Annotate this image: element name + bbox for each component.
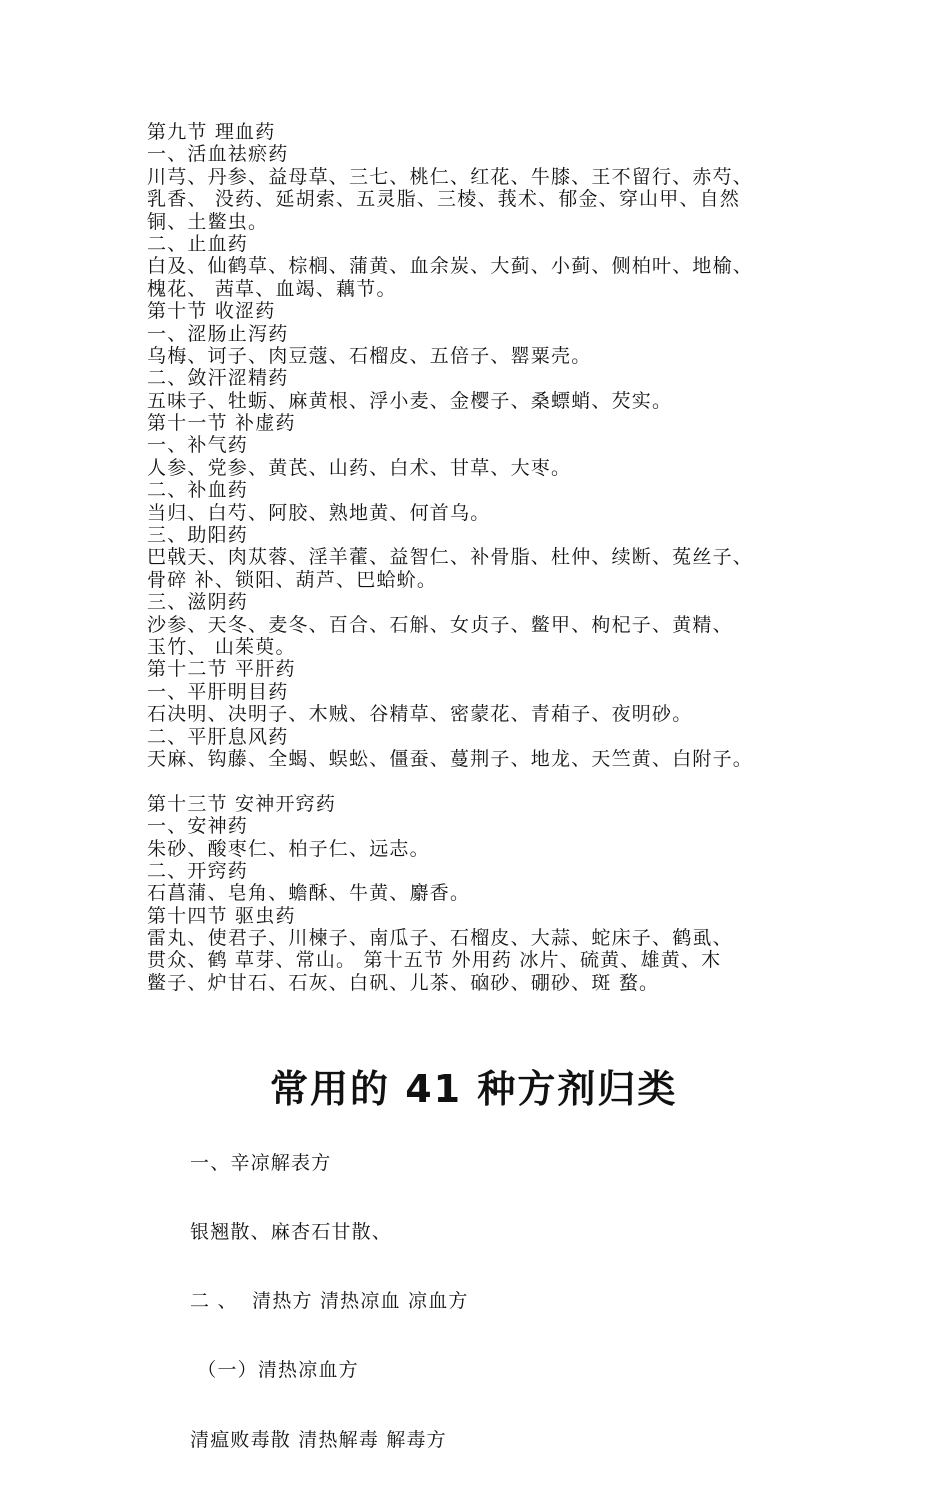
subsection-heading: 二、止血药: [147, 232, 249, 255]
subsection-heading: 一、平肝明目药: [147, 680, 289, 703]
herb-list-line: 乳香、 没药、延胡索、五灵脂、三棱、莪术、郁金、穿山甲、自然: [147, 188, 741, 211]
subsection-heading: 一、活血祛瘀药: [147, 143, 289, 166]
blank-line: [147, 770, 837, 792]
herb-list-line: 天麻、钩藤、全蝎、蜈蚣、僵蚕、蔓荆子、地龙、天竺黄、白附子。: [147, 747, 754, 770]
subsection-heading: 一、安神药: [147, 815, 249, 838]
herb-list-line: 槐花、 茜草、血竭、藕节。: [147, 277, 397, 300]
herb-list-line: 沙参、天冬、麦冬、百合、石斛、女贞子、鳖甲、枸杞子、黄精、: [147, 613, 733, 636]
herb-list-line: 铜、土鳖虫。: [147, 210, 269, 233]
section-heading: 第十节 收涩药: [147, 300, 276, 323]
herb-list-line: 当归、白芍、阿胶、熟地黄、何首乌。: [147, 501, 491, 524]
herb-list-line: 五味子、牡蛎、麻黄根、浮小麦、金樱子、桑螵蛸、芡实。: [147, 389, 673, 412]
herb-list-line: 石菖蒲、皂角、蟾酥、牛黄、麝香。: [147, 882, 471, 905]
formula-list: [190, 1105, 469, 1498]
section-heading: 第十三节 安神开窍药: [147, 792, 337, 815]
subsection-heading: 二、补血药: [147, 479, 249, 502]
subsection-heading: 一、补气药: [147, 434, 249, 457]
formula-list-line: 银翘散、麻杏石甘散、: [190, 1221, 393, 1244]
section-heading: 第九节 理血药: [147, 121, 276, 143]
subsection-heading: 三、滋阴药: [147, 591, 249, 614]
formula-subcategory-heading: （一）清热凉血方: [190, 1359, 359, 1382]
section-heading: 第十一节 补虚药: [147, 412, 296, 435]
herb-list-line: 朱砂、酸枣仁、柏子仁、远志。: [147, 837, 430, 860]
herb-list-line: 白及、仙鹤草、棕榈、蒲黄、血余炭、大蓟、小蓟、侧柏叶、地榆、: [147, 255, 754, 278]
section-heading: 第十二节 平肝药: [147, 658, 296, 681]
formula-classification-title: 常用的 41 种方剂归类: [270, 1067, 678, 1111]
herb-list-line: 玉竹、 山茱萸。: [147, 635, 296, 658]
herb-list-line: 人参、党参、黄芪、山药、白术、甘草、大枣。: [147, 456, 572, 479]
subsection-heading: 二、开窍药: [147, 859, 249, 882]
herb-list-line: 鳖子、炉甘石、石灰、白矾、儿茶、硇砂、硼砂、斑 蝥。: [147, 971, 660, 994]
herb-list-line: 骨碎 补、锁阳、葫芦、巴蛤蚧。: [147, 568, 438, 591]
formula-category-heading: 一、辛凉解表方: [190, 1151, 332, 1174]
herb-list-line: 石决明、决明子、木贼、谷精草、密蒙花、青葙子、夜明砂。: [147, 703, 693, 726]
materia-medica-list: [147, 121, 837, 994]
subsection-heading: 二、平肝息风药: [147, 725, 289, 748]
section-heading: 第十四节 驱虫药: [147, 904, 296, 927]
herb-list-line: 巴戟天、肉苁蓉、淫羊藿、益智仁、补骨脂、杜仲、续断、菟丝子、: [147, 546, 754, 569]
herb-list-line: 乌梅、诃子、肉豆蔻、石榴皮、五倍子、罂粟壳。: [147, 344, 592, 367]
herb-list-line: 川芎、丹参、益母草、三七、桃仁、红花、牛膝、王不留行、赤芍、: [147, 165, 754, 188]
subsection-heading: 三、助阳药: [147, 524, 249, 547]
subsection-heading: 一、涩肠止泻药: [147, 322, 289, 345]
herb-list-line: 雷丸、使君子、川楝子、南瓜子、石榴皮、大蒜、蛇床子、鹤虱、: [147, 927, 733, 950]
formula-list-line: 清瘟败毒散 清热解毒 解毒方: [190, 1428, 447, 1451]
herb-list-line: 贯众、鹤 草芽、常山。 第十五节 外用药 冰片、硫黄、雄黄、木: [147, 949, 722, 972]
subsection-heading: 二、敛汗涩精药: [147, 367, 289, 390]
formula-category-heading: 二 、 清热方 清热凉血 凉血方: [190, 1290, 469, 1313]
